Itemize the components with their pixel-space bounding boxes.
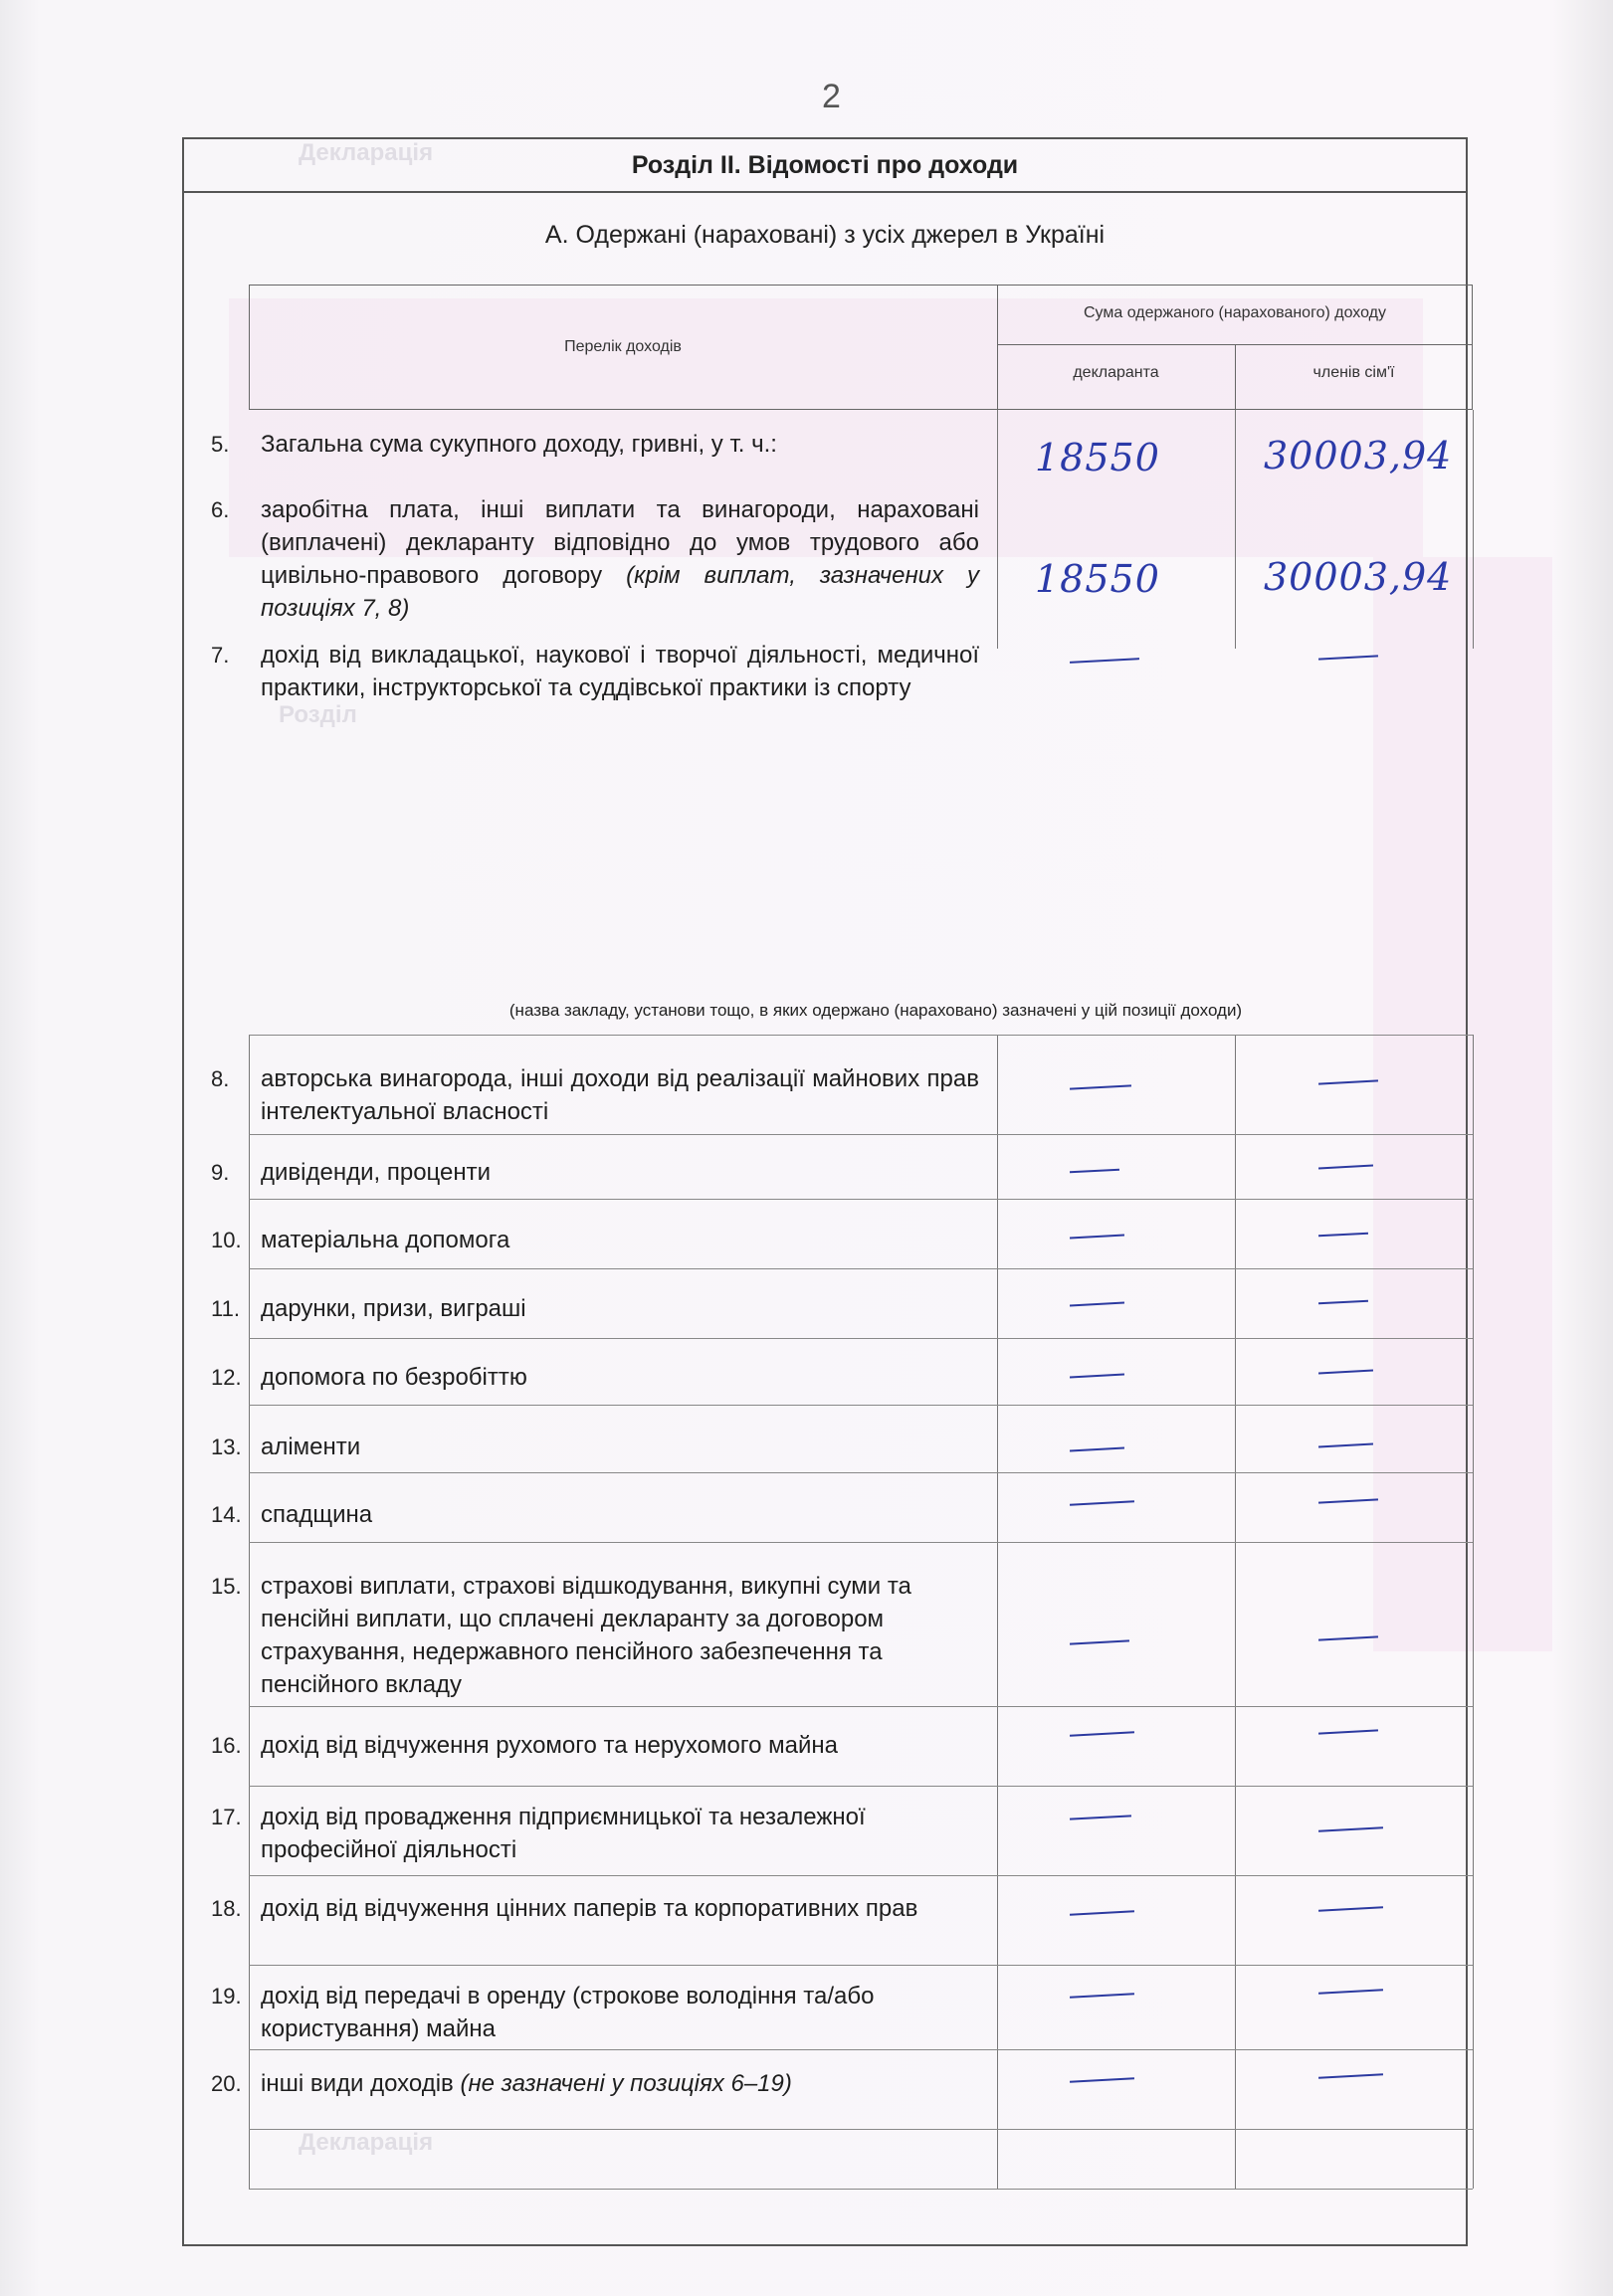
row-label: матеріальна допомога	[261, 1227, 510, 1253]
family-amount: 30003,94	[1264, 555, 1453, 599]
row-line	[249, 1199, 1473, 1200]
header-declarant: декларанта	[1073, 364, 1159, 381]
row-label: страхові виплати, страхові відшкодування, викупні суми та пенсійні виплати, що сплачені декларанту за договором страхування, недержавного пенсійного забезпечення та пенсійного вкладу	[261, 1573, 911, 1698]
row-line	[249, 1875, 1473, 1876]
row-text: інші види доходів	[261, 2070, 454, 2097]
header-family: членів сім'ї	[1312, 364, 1395, 381]
row-label: аліменти	[261, 1434, 361, 1460]
column-line	[1473, 410, 1474, 649]
declarant-amount: 18550	[1035, 557, 1160, 601]
header-income-list: Перелік доходів	[564, 338, 682, 355]
section-title: Розділ II. Відомості про доходи	[182, 137, 1468, 193]
family-amount: 30003,94	[1264, 434, 1453, 478]
subsection-title: А. Одержані (нараховані) з усіх джерел в Україні	[544, 221, 1106, 249]
declarant-amount: 18550	[1035, 436, 1160, 479]
row-line	[249, 1338, 1473, 1339]
header-divider	[997, 285, 998, 410]
row-number: 6.	[211, 497, 230, 522]
row-label: дохід від передачі в оренду (строкове володіння та/або користування) майна	[261, 1983, 875, 2042]
row-number: 19.	[211, 1984, 242, 2009]
page-number: 2	[822, 78, 841, 115]
row-line	[249, 1405, 1473, 1406]
row7-caption: (назва закладу, установи тощо, в яких одержано (нараховано) зазначені у цій позиції доходи)	[508, 1001, 1243, 1020]
column-line	[997, 1035, 998, 2189]
row-line	[249, 1472, 1473, 1473]
row-line	[249, 1786, 1473, 1787]
row-number: 7.	[211, 643, 230, 668]
row-line	[249, 1134, 1473, 1135]
row-number: 20.	[211, 2071, 242, 2096]
row-number: 8.	[211, 1066, 230, 1091]
row-label: дохід від відчуження цінних паперів та корпоративних прав	[261, 1895, 918, 1922]
row-label	[261, 493, 979, 625]
row-label: допомога по безробіттю	[261, 1364, 527, 1391]
row-label: Загальна сума сукупного доходу, гривні, у т. ч.:	[261, 431, 777, 458]
row-label: дохід від викладацької, наукової і творчої діяльності, медичної практики, інструкторської та суддівської практики із спорту	[261, 642, 979, 701]
row-line	[249, 2189, 1473, 2190]
row-label: дарунки, призи, виграші	[261, 1295, 526, 1322]
row-number: 16.	[211, 1733, 242, 1758]
row-label: дохід від відчуження рухомого та нерухомого майна	[261, 1732, 838, 1759]
row-number: 15.	[211, 1574, 242, 1599]
row-number: 11.	[211, 1296, 240, 1321]
bleed-through-text: Розділ	[279, 701, 357, 728]
row-number: 5.	[211, 432, 230, 457]
header-amount-title: Сума одержаного (нарахованого) доходу	[1083, 304, 1386, 321]
column-line	[1473, 1035, 1474, 2189]
row-number: 17.	[211, 1805, 242, 1829]
row-line	[249, 1035, 1473, 1036]
column-line	[997, 410, 998, 649]
row-line	[249, 1542, 1473, 1543]
row-number: 10.	[211, 1228, 242, 1252]
header-divider	[997, 344, 1473, 345]
column-line	[1235, 1035, 1236, 2189]
row-number: 14.	[211, 1502, 242, 1527]
row-label: спадщина	[261, 1501, 373, 1528]
row-label: дохід від провадження підприємницької та незалежної професійної діяльності	[261, 1804, 866, 1863]
bleed-through-text: Декларація	[299, 2129, 434, 2156]
row-line	[249, 1268, 1473, 1269]
row-number: 9.	[211, 1160, 230, 1185]
row-label	[261, 2067, 1017, 2100]
row-line	[249, 1965, 1473, 1966]
row-line	[249, 2049, 1473, 2050]
column-line	[249, 1035, 250, 2189]
row-number: 13.	[211, 1435, 242, 1459]
row-label: дивіденди, проценти	[261, 1159, 492, 1186]
row-line	[249, 1706, 1473, 1707]
row-text-note: (крім виплат, зазначених у позиціях 7, 8)	[261, 562, 980, 622]
row-label: авторська винагорода, інші доходи від реалізації майнових прав інтелектуальної власності	[261, 1065, 979, 1125]
row-text: заробітна плата, інші виплати та винагороди, нараховані (виплачені) декларанту відповідно до умов трудового або цивільно-правового договору	[261, 496, 979, 589]
row-number: 18.	[211, 1896, 242, 1921]
bleed-through-text: Декларація	[299, 139, 434, 166]
row-number: 12.	[211, 1365, 242, 1390]
column-line	[1235, 410, 1236, 649]
row-text-note: (не зазначені у позиціях 6–19)	[460, 2070, 792, 2097]
